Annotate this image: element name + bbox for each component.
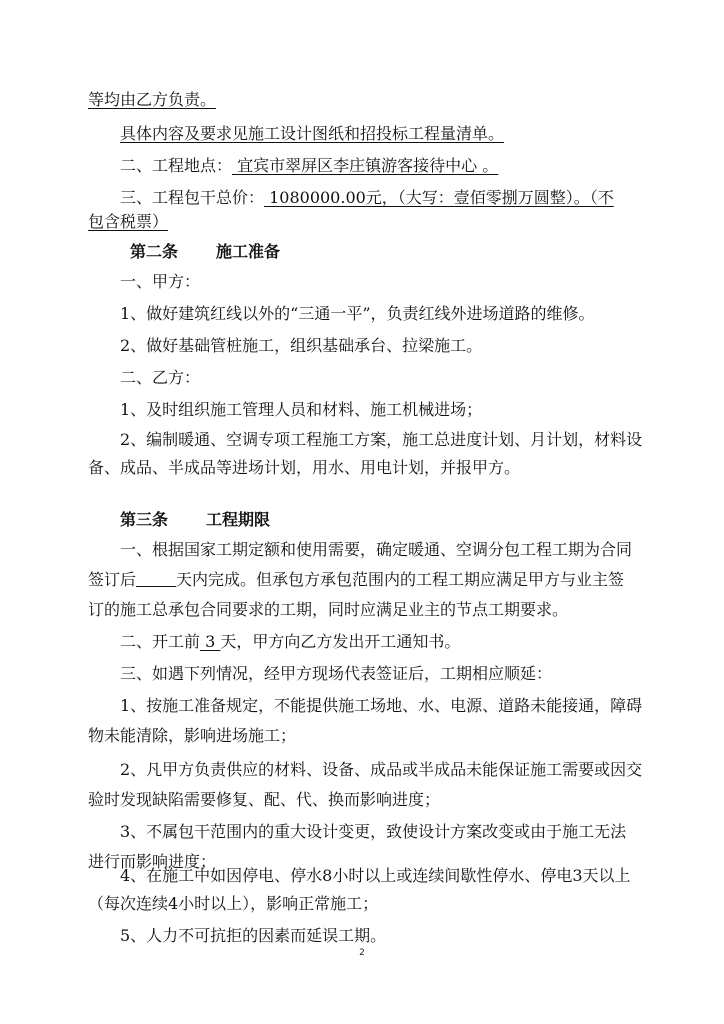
article-3-heading	[120, 510, 270, 530]
start-notice-text-a: 二、开工前	[120, 632, 201, 651]
schedule-days-line	[88, 570, 624, 590]
start-notice-line	[120, 632, 460, 652]
paragraph-line: 1、做好建筑红线以外的“三通一平”，负责红线外进场道路的维修。	[120, 304, 595, 323]
paragraph-line: 订的施工总承包合同要求的工期，同时应满足业主的节点工期要求。	[88, 600, 569, 619]
paragraph-line: 进行而影响进度；	[88, 852, 217, 871]
paragraph-line: 物未能清除，影响进场施工；	[88, 726, 297, 745]
paragraph-line: 2、凡甲方负责供应的材料、设备、成品或半成品未能保证施工需要或因交	[120, 760, 643, 779]
article-3-title: 工程期限	[206, 510, 271, 529]
paragraph-line: 4、在施工中如因停电、停水8小时以上或连续间歇性停水、停电3天以上	[120, 866, 631, 885]
project-location-label: 二、工程地点：	[120, 156, 233, 175]
contract-price-label: 三、工程包干总价：	[120, 188, 265, 207]
paragraph-line: 5、人力不可抗拒的因素而延误工期。	[120, 926, 387, 945]
paragraph-line: 2、编制暖通、空调专项工程施工方案，施工总进度计划、月计划，材料设	[120, 430, 643, 449]
paragraph-line: 具体内容及要求见施工设计图纸和招投标工程量清单。	[120, 124, 505, 143]
paragraph-line: 包含税票）	[88, 212, 169, 231]
contract-price-line	[120, 188, 614, 208]
paragraph-line: （每次连续4小时以上），影响正常施工；	[88, 894, 379, 913]
paragraph-line: 一、甲方：	[120, 272, 201, 291]
paragraph-line: 备、成品、半成品等进场计划，用水、用电计划，并报甲方。	[88, 458, 521, 477]
paragraph-line: 1、按施工准备规定，不能提供施工场地、水、电源、道路未能接通，障碍	[120, 696, 643, 715]
paragraph-line: 3、不属包干范围内的重大设计变更，致使设计方案改变或由于施工无法	[120, 822, 627, 841]
project-location-line	[120, 156, 498, 176]
paragraph-line: 二、乙方：	[120, 368, 201, 387]
start-notice-text-b: 天，甲方向乙方发出开工通知书。	[220, 632, 461, 651]
days-blank	[136, 572, 176, 587]
contract-price-value: 1080000.00元，（大写：壹佰零捌万圆整）。（不	[264, 188, 614, 207]
page-number: 2	[359, 948, 365, 958]
paragraph-line: 验时发现缺陷需要修复、配、代、换而影响进度；	[88, 790, 441, 809]
paragraph-line: 1、及时组织施工管理人员和材料、施工机械进场；	[120, 400, 483, 419]
schedule-text-a: 签订后	[88, 570, 137, 589]
article-2-number: 第二条	[130, 242, 179, 261]
start-notice-days: 3	[200, 632, 221, 651]
schedule-text-b: 天内完成。但承包方承包范围内的工程工期应满足甲方与业主签	[176, 570, 625, 589]
article-3-number: 第三条	[120, 510, 169, 529]
paragraph-line: 三、如遇下列情况，经甲方现场代表签证后，工期相应顺延：	[120, 664, 553, 683]
paragraph-line: 一、根据国家工期定额和使用需要，确定暖通、空调分包工程工期为合同	[120, 540, 633, 559]
article-2-heading	[130, 242, 280, 262]
article-2-title: 施工准备	[216, 242, 281, 261]
project-location-value: 宜宾市翠屏区李庄镇游客接待中心 。	[232, 156, 499, 175]
paragraph-line: 等均由乙方负责。	[88, 90, 217, 109]
paragraph-line: 2、做好基础管桩施工，组织基础承台、拉梁施工。	[120, 336, 483, 355]
